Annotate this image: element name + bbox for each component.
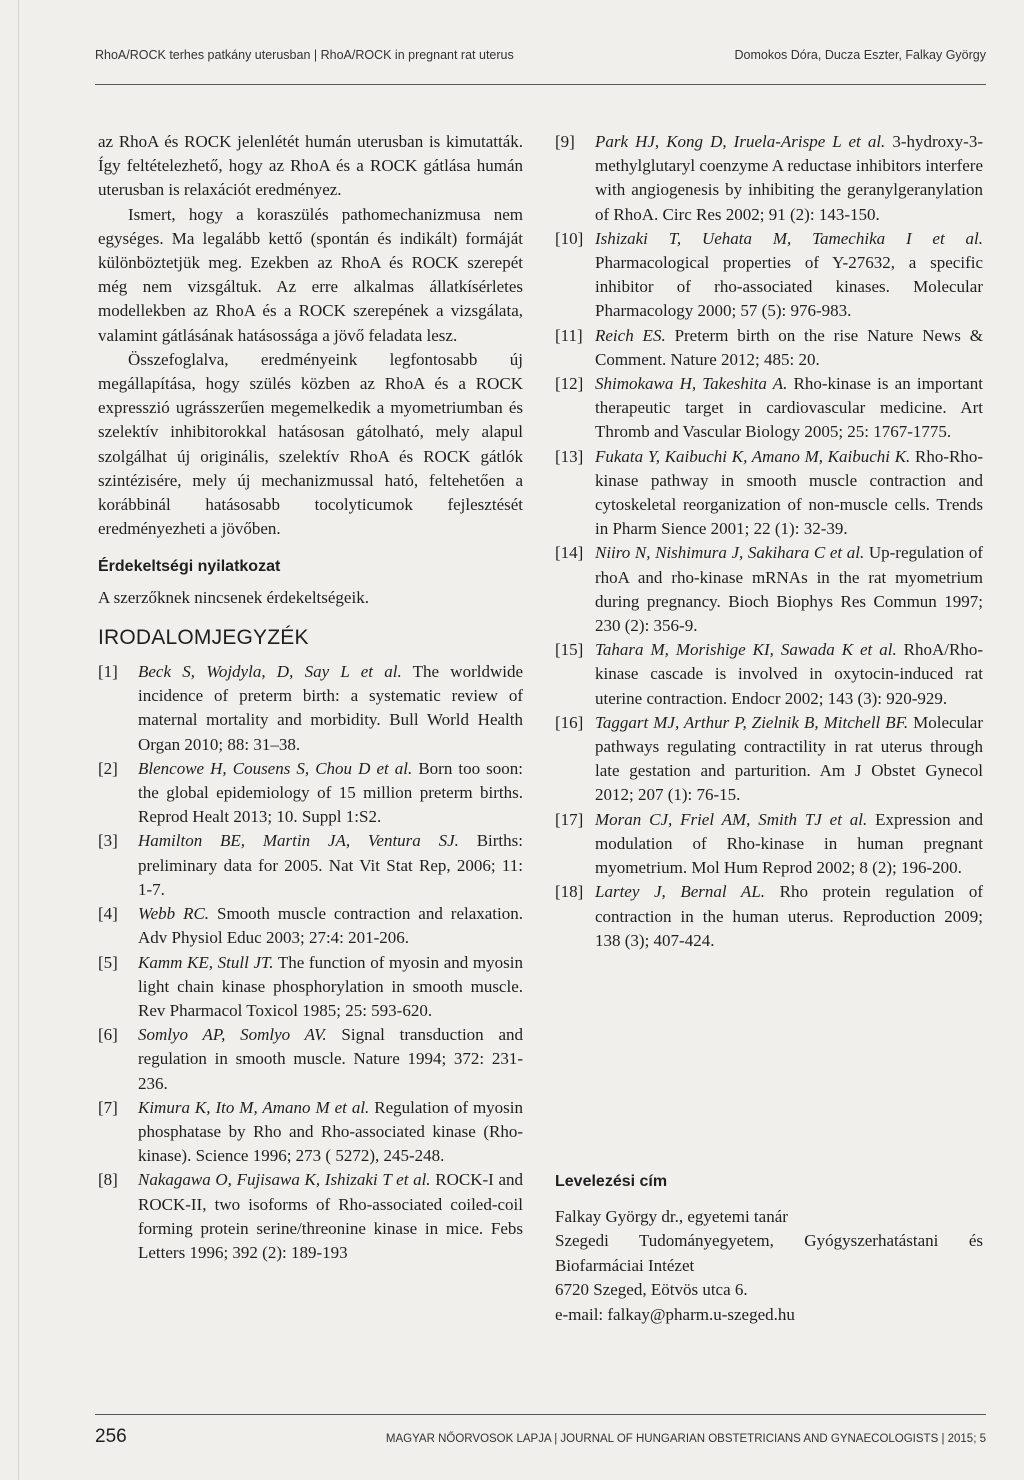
reference-item	[555, 541, 983, 638]
reference-number: [15]	[555, 640, 584, 660]
reference-text	[595, 324, 983, 372]
running-header	[95, 48, 986, 62]
reference-authors: Park HJ, Kong D, Iruela-Arispe L et al.	[595, 132, 886, 151]
reference-text	[138, 1023, 523, 1096]
correspondence-heading: Levelezési cím	[555, 1173, 668, 1190]
reference-authors: Tahara M, Morishige KI, Sawada K et al.	[595, 640, 897, 660]
reference-item	[555, 808, 983, 881]
reference-number: [11]	[555, 325, 583, 345]
reference-authors: Kimura K, Ito M, Amano M et al.	[138, 1097, 370, 1117]
correspondence-line: Falkay György dr., egyetemi tanár	[555, 1206, 788, 1226]
reference-number: [2]	[98, 758, 118, 778]
reference-number: [18]	[555, 882, 584, 902]
reference-citation: ROCK-I and ROCK-II, two isoforms of Rho-associated coiled-coil forming protein serine/threonine kinase in mice. Febs Letters 1996; 392 (2): 189-193	[138, 1170, 523, 1262]
reference-authors: Webb RC.	[138, 904, 210, 924]
reference-text	[138, 1096, 523, 1169]
reference-citation: Preterm birth on the rise Nature News & Comment. Nature 2012; 485: 20.	[595, 325, 983, 369]
reference-number: [13]	[555, 446, 584, 466]
body-paragraph: az RhoA és ROCK jelenlétét humán uterusban is kimutatták. Így feltételezhető, hogy az RhoA és a ROCK gátlása humán uterusban is relaxációt eredményez.	[98, 132, 523, 200]
reference-number: [16]	[555, 712, 584, 732]
reference-authors: Somlyo AP, Somlyo AV.	[138, 1025, 327, 1045]
correspondence-line: 6720 Szeged, Eötvös utca 6.	[555, 1280, 748, 1299]
reference-citation: 3-hydroxy-3-methylglutaryl coenzyme A reductase inhibitors interfere with angiogenesis by inhibiting the geranylgeranylation of RhoA. Circ Res 2002; 91 (2): 143-150.	[595, 132, 983, 224]
reference-text	[138, 951, 523, 1024]
reference-item	[98, 902, 523, 950]
reference-item	[555, 372, 983, 445]
correspondence-email: e-mail: falkay@pharm.u-szeged.hu	[555, 1304, 795, 1324]
correspondence-line: Szegedi Tudományegyetem, Gyógyszerhatástani és Biofarmáciai Intézet	[555, 1231, 983, 1275]
reference-item	[555, 638, 983, 711]
right-column	[555, 130, 983, 953]
journal-name: MAGYAR NŐORVOSOK LAPJA | JOURNAL OF HUNGARIAN OBSTETRICIANS AND GYNAECOLOGISTS | 2015; 5	[385, 1433, 986, 1445]
reference-authors: Kamm KE, Stull JT.	[138, 952, 274, 972]
reference-citation: Smooth muscle contraction and relaxation. Adv Physiol Educ 2003; 27:4: 201-206.	[138, 904, 524, 948]
reference-text	[138, 660, 523, 757]
reference-item	[98, 1096, 523, 1169]
reference-number: [6]	[98, 1025, 118, 1045]
body-paragraph: Összefoglalva, eredményeink legfontosabb új megállapítása, hogy szülés közben az RhoA és a ROCK expresszió ugrásszerűen megemelkedik a myometriumban és szelektív inhibitorokkal hatásosan gátolható, mely alapul szolgálhat új originális, szelektív RhoA és ROCK gátlók szintézisére, mely új mechanizmussal ható, feltehetően a korábbinál hatásosabb tocolyticumok fejlesztését eredményezheti a jövőben.	[98, 349, 523, 539]
reference-authors: Fukata Y, Kaibuchi K, Amano M, Kaibuchi K.	[595, 446, 911, 466]
reference-number: [10]	[555, 228, 584, 248]
reference-text	[595, 711, 983, 808]
references-heading: IRODALOMJEGYZÉK	[98, 625, 309, 649]
footer-rule	[95, 1414, 986, 1415]
reference-item	[555, 711, 983, 808]
reference-item	[98, 1168, 523, 1265]
reference-number: [17]	[555, 809, 584, 829]
reference-text	[595, 130, 983, 227]
reference-authors: Nakagawa O, Fujisawa K, Ishizaki T et al.	[138, 1170, 431, 1190]
reference-item	[98, 660, 523, 757]
reference-authors: Moran CJ, Friel AM, Smith TJ et al.	[595, 809, 868, 829]
reference-citation: Signal transduction and regulation in smooth muscle. Nature 1994; 372: 231-236.	[138, 1025, 523, 1093]
reference-text	[138, 829, 523, 902]
reference-text	[595, 372, 983, 445]
page-number: 256	[95, 1426, 127, 1447]
page-edge	[18, 0, 19, 1480]
reference-authors: Beck S, Wojdyla, D, Say L et al.	[138, 662, 402, 682]
reference-authors: Reich ES.	[595, 325, 666, 345]
reference-citation: Rho protein regulation of contraction in the human uterus. Reproduction 2009; 138 (3); 407-424.	[595, 882, 984, 950]
header-title: RhoA/ROCK terhes patkány uterusban | RhoA/ROCK in pregnant rat uterus	[95, 48, 514, 62]
reference-item	[98, 1023, 523, 1096]
reference-citation: Regulation of myosin phosphatase by Rho and Rho-associated kinase (Rho-kinase). Science 1996; 273 ( 5272), 245-248.	[138, 1097, 524, 1166]
reference-citation: Born too soon: the global epidemiology of 15 million preterm births. Reprod Healt 2013; 10. Suppl 1:S2.	[138, 758, 523, 827]
reference-list-left	[98, 660, 523, 1265]
reference-citation: Molecular pathways regulating contractility in rat uterus through late gestation and parturition. Am J Obstet Gynecol 2012; 207 (1): 76-15.	[595, 712, 983, 805]
reference-item	[98, 757, 523, 830]
conflict-heading: Érdekeltségi nyilatkozat	[98, 558, 281, 576]
reference-item	[555, 445, 983, 542]
reference-citation: Expression and modulation of Rho-kinase in human pregnant myometrium. Mol Hum Reprod 2002; 8 (2); 196-200.	[595, 809, 984, 878]
reference-text	[595, 880, 983, 953]
reference-citation: Rho-kinase is an important therapeutic target in cardiovascular medicine. Art Thromb and Vascular Biology 2005; 25: 1767-1775.	[595, 374, 983, 442]
reference-authors: Niiro N, Nishimura J, Sakihara C et al.	[595, 543, 865, 563]
reference-number: [3]	[98, 831, 118, 851]
reference-authors: Ishizaki T, Uehata M, Tamechika I et al.	[595, 228, 983, 248]
reference-text	[138, 1168, 523, 1265]
reference-authors: Hamilton BE, Martin JA, Ventura SJ.	[138, 831, 459, 851]
reference-item	[555, 880, 983, 953]
reference-text	[138, 902, 523, 950]
reference-text	[595, 808, 983, 881]
reference-authors: Taggart MJ, Arthur P, Zielnik B, Mitchell BF.	[595, 712, 909, 732]
correspondence-block	[555, 1170, 983, 1327]
reference-number: [4]	[98, 904, 118, 924]
reference-item	[555, 130, 983, 227]
reference-number: [7]	[98, 1097, 118, 1117]
reference-authors: Lartey J, Bernal AL.	[595, 882, 766, 902]
left-column	[98, 130, 523, 1265]
reference-number: [8]	[98, 1170, 118, 1190]
reference-citation: Rho-Rho-kinase pathway in smooth muscle contraction and cytoskeletal reorganization of non-muscle cells. Trends in Pharm Sience 2001; 22 (1): 32-39.	[595, 446, 983, 539]
reference-number: [5]	[98, 952, 118, 972]
reference-citation: RhoA/Rho-kinase cascade is involved in oxytocin-induced rat uterine contraction. Endocr 2002; 143 (3): 920-929.	[595, 640, 983, 708]
reference-number: [1]	[98, 662, 118, 682]
header-authors: Domokos Dóra, Ducza Eszter, Falkay György	[734, 48, 986, 62]
reference-citation: The worldwide incidence of preterm birth: a systematic review of maternal mortality and morbidity. Bull World Health Organ 2010; 88: 31–38.	[138, 662, 524, 754]
reference-citation: Births: preliminary data for 2005. Nat Vit Stat Rep, 2006; 11: 1-7.	[138, 831, 523, 899]
reference-number: [14]	[555, 543, 584, 563]
reference-item	[555, 227, 983, 324]
reference-list-right	[555, 130, 983, 953]
body-paragraph: Ismert, hogy a koraszülés pathomechanizmusa nem egységes. Ma legalább kettő (spontán és indikált) formáját különböztetjük meg. Ezekben az RhoA és ROCK szerepét még nem vizsgáltuk. Az erre alkalmas állatkísérletes modellekben az RhoA és a ROCK szerepének a vizsgálata, valamint gátlásának hatásossága a jövő feladata lesz.	[98, 204, 523, 345]
reference-item	[555, 324, 983, 372]
reference-text	[595, 227, 983, 324]
reference-text	[595, 541, 983, 638]
reference-citation: Pharmacological properties of Y-27632, a specific inhibitor of rho-associated kinases. Molecular Pharmacology 2000; 57 (5): 976-983.	[595, 253, 983, 321]
reference-text	[595, 638, 983, 711]
page-footer	[95, 1426, 986, 1448]
reference-number: [9]	[555, 132, 575, 151]
reference-number: [12]	[555, 374, 584, 394]
reference-item	[98, 829, 523, 902]
conflict-text: A szerzőknek nincsenek érdekeltségeik.	[98, 587, 369, 607]
reference-authors: Shimokawa H, Takeshita A.	[595, 374, 788, 394]
reference-authors: Blencowe H, Cousens S, Chou D et al.	[138, 758, 413, 778]
reference-citation: The function of myosin and myosin light chain kinase phosphorylation in smooth muscle. Rev Pharmacol Toxicol 1985; 25: 593-620.	[138, 952, 523, 1020]
reference-text	[138, 757, 523, 830]
reference-item	[98, 951, 523, 1024]
header-rule	[95, 84, 986, 85]
reference-citation: Up-regulation of rhoA and rho-kinase mRNAs in the rat myometrium during pregnancy. Bioch Biophys Res Commun 1997; 230 (2): 356-9.	[595, 543, 983, 636]
reference-text	[595, 445, 983, 542]
